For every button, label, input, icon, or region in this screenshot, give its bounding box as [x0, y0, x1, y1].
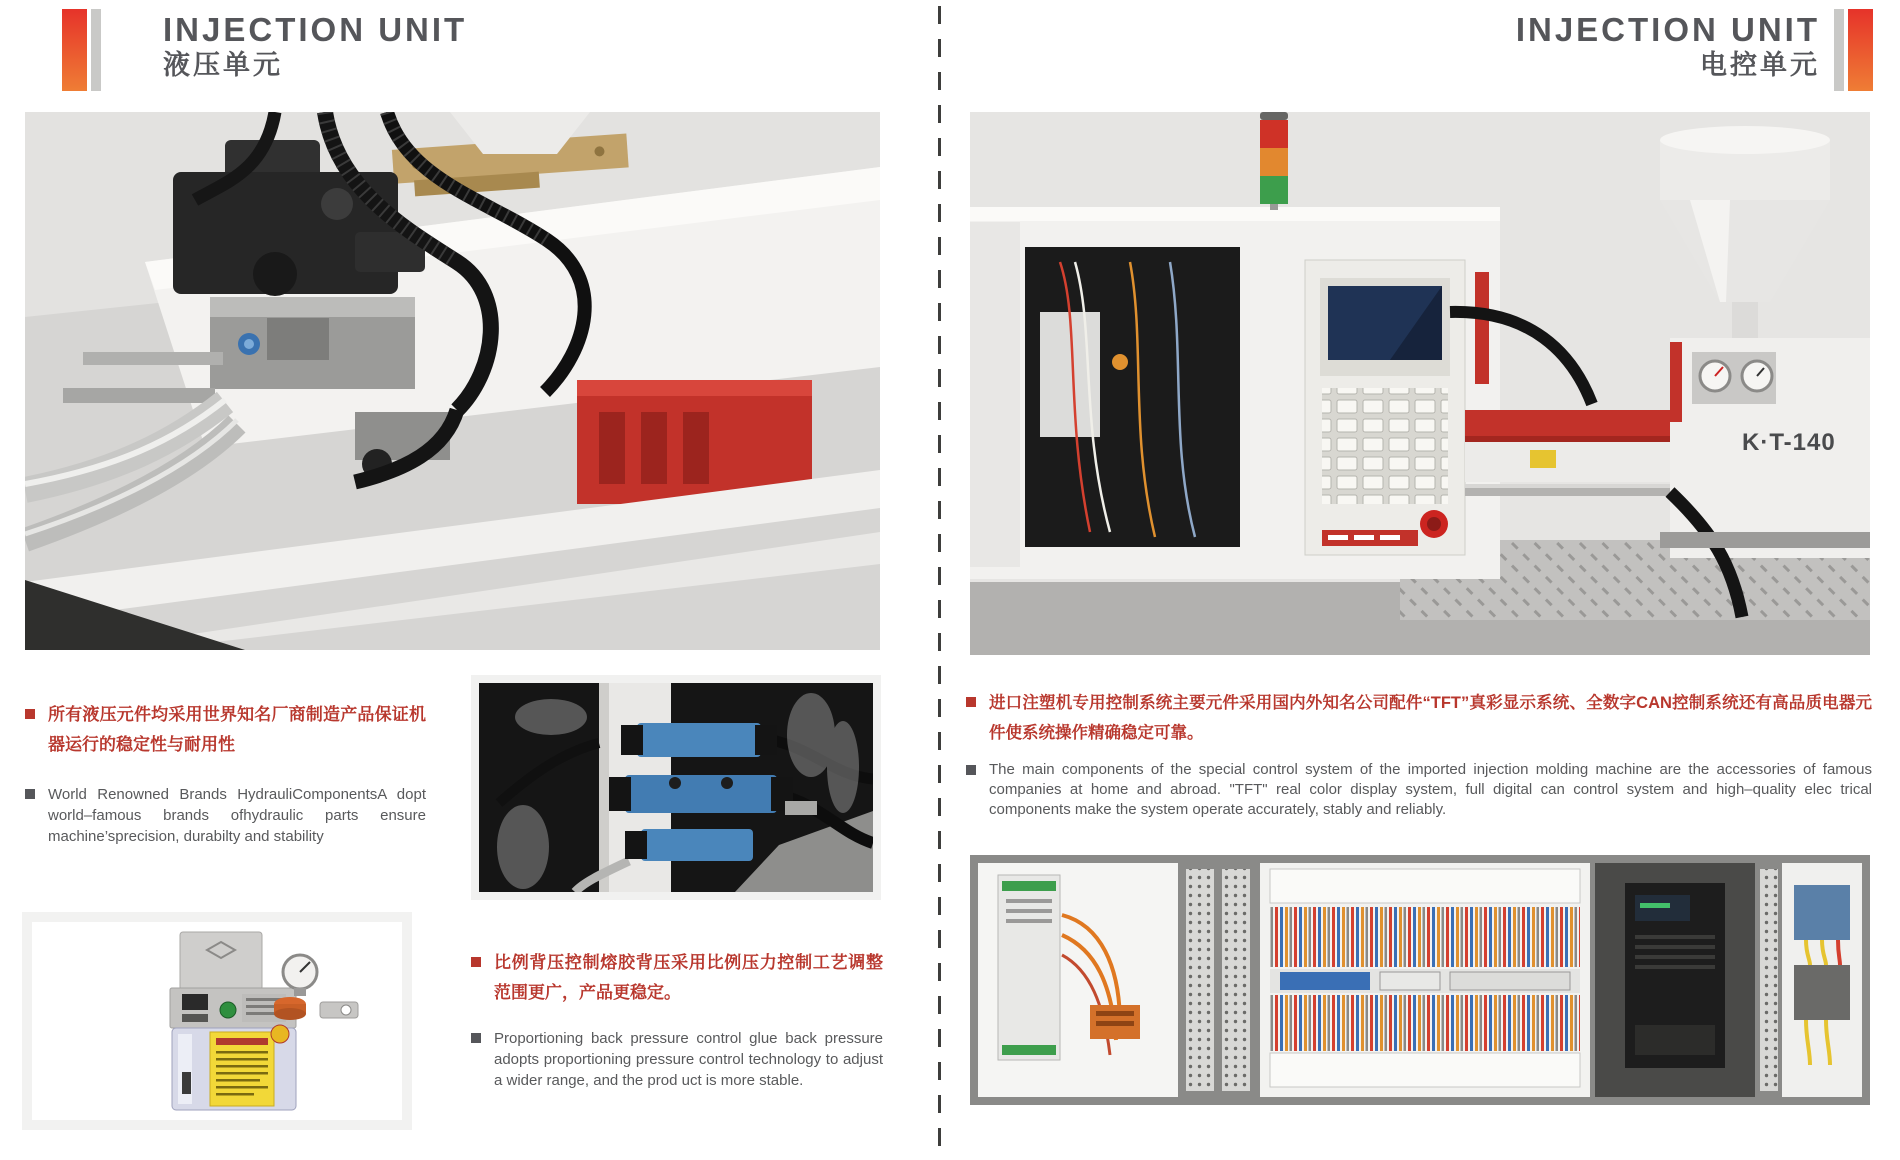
vent-strip [1760, 869, 1778, 1091]
header-left [163, 12, 467, 80]
proportional-valves-photo [471, 675, 881, 900]
oil-reservoir [172, 1025, 296, 1110]
gray-accent-bar [91, 9, 101, 91]
valves-illustration [479, 683, 873, 892]
backpressure-en-bullet [471, 1028, 883, 1091]
page-subtitle-right: 电控单元 [1700, 50, 1820, 80]
header-accent-bars-left [62, 9, 101, 91]
hydraulic-cn-bullet [25, 700, 426, 760]
backpressure-en-text: Proportioning back pressure control glue back pressure adopts proportioning pressure control technology to adjust a wider range, and the prod uct is more stable. [494, 1030, 883, 1089]
hydraulic-unit-illustration [25, 112, 880, 650]
injection-machine-photo [970, 112, 1870, 655]
plc-section [978, 863, 1178, 1097]
terminal-blocks [1280, 972, 1370, 990]
breaker-section [1782, 863, 1862, 1097]
lubrication-pump-photo [22, 912, 412, 1130]
lubrication-pump-illustration [32, 922, 402, 1120]
backpressure-cn-text: 比例背压控制熔胶背压采用比例压力控制工艺调整范围更广，产品更稳定。 [494, 953, 883, 1002]
hydraulic-en-bullet [25, 784, 426, 847]
vent-strip [1186, 869, 1214, 1091]
hydraulic-cn-text: 所有液压元件均采用世界知名厂商制造产品保证机器运行的稳定性与耐用性 [48, 705, 426, 754]
hydraulic-unit-photo [25, 112, 880, 650]
red-bullet-square [25, 709, 35, 719]
page-title-right: INJECTION UNIT [1515, 11, 1820, 48]
machine-model-label: K·T-140 [1742, 429, 1836, 456]
control-system-cn-bullet [966, 688, 1872, 748]
gray-bullet-square [966, 765, 976, 775]
backpressure-cn-bullet [471, 948, 883, 1008]
control-system-en-text: The main components of the special control system of the imported injection molding machine are the accessories of famous companies at home and abroad. "TFT" real color display system, full digital can control system and high–quality elec trical components make the system operate accurately, stably and reliably. [989, 761, 1872, 818]
gray-bullet-square [25, 789, 35, 799]
red-accent-bar [62, 9, 87, 91]
red-bullet-square [471, 957, 481, 967]
gray-accent-bar [1834, 9, 1844, 91]
page-divider [938, 6, 941, 1154]
gray-bullet-square [471, 1033, 481, 1043]
control-system-cn-text: 进口注塑机专用控制系统主要元件采用国内外知名公司配件“TFT”真彩显示系统、全数字CAN控制系统还有高品质电器元件使系统操作精确稳定可靠。 [989, 694, 1872, 742]
vent-strip [1222, 869, 1250, 1091]
filler-cap [274, 997, 306, 1020]
header-accent-bars-right [1834, 9, 1873, 91]
red-bullet-square [966, 697, 976, 707]
wiring-duct-section [1260, 863, 1590, 1097]
red-accent-bar [1848, 9, 1873, 91]
injection-machine-illustration [970, 112, 1870, 655]
electrical-cabinet-photo [970, 855, 1870, 1105]
header-right [1516, 12, 1820, 80]
signal-tower-light [1260, 112, 1288, 210]
keypad [1322, 388, 1448, 504]
warning-label [1530, 450, 1556, 468]
control-panel [1305, 260, 1465, 555]
control-system-en-bullet [966, 760, 1872, 820]
page-title-left: INJECTION UNIT [163, 11, 468, 48]
page-subtitle-left: 液压单元 [163, 50, 283, 80]
electrical-cabinet-illustration [970, 855, 1870, 1105]
frequency-drive-section [1595, 863, 1755, 1097]
hydraulic-en-text: World Renowned Brands HydrauliComponentsA dopt world–famous brands ofhydraulic parts ensure machine’sprecision, durabilty and stability [48, 786, 426, 845]
